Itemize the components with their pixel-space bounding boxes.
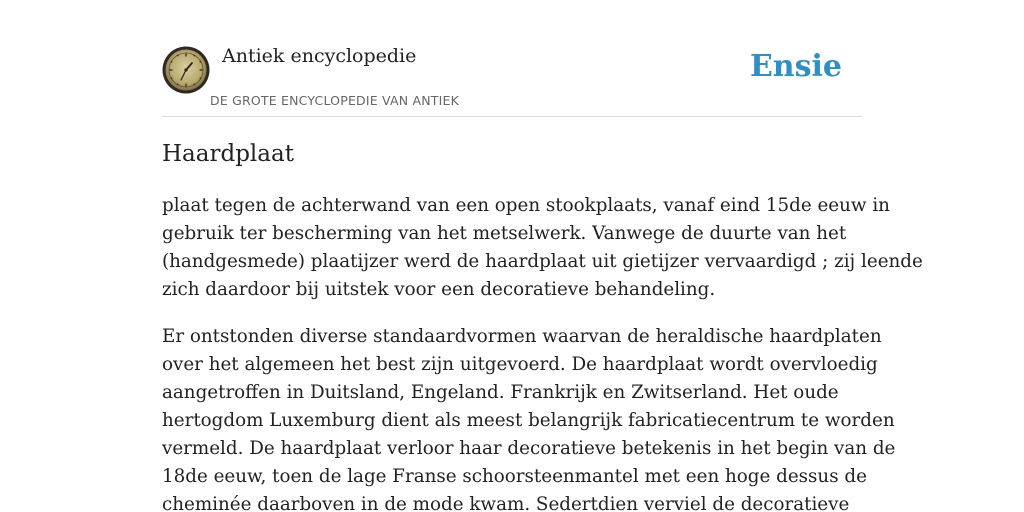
paragraph-line: 18de eeuw, toen de lage Franse schoorsteenmantel met een hoge dessus de: [162, 466, 867, 487]
paragraph-line: hertogdom Luxemburg dient als meest belangrijk fabricatiecentrum te worden: [162, 410, 895, 431]
paragraph-line: plaat tegen de achterwand van een open stookplaats, vanaf eind 15de eeuw in: [162, 195, 890, 216]
article: [162, 136, 923, 512]
article-paragraph: [162, 192, 923, 304]
page-title: Haardplaat: [162, 141, 294, 167]
site-subtitle: DE GROTE ENCYCLOPEDIE VAN ANTIEK: [210, 93, 459, 108]
antique-clock-icon[interactable]: [162, 46, 210, 94]
paragraph-line: Er ontstonden diverse standaardvormen waarvan de heraldische haardplaten: [162, 326, 882, 347]
paragraph-line: aangetroffen in Duitsland, Engeland. Frankrijk en Zwitserland. Het oude: [162, 382, 839, 403]
paragraph-line: (handgesmede) plaatijzer werd de haardplaat uit gietijzer vervaardigd ; zij leende: [162, 251, 923, 272]
article-paragraph: [162, 323, 896, 512]
paragraph-line: cheminée daarboven in de mode kwam. Sedertdien verviel de decoratieve: [162, 494, 850, 512]
site-header: [162, 44, 862, 117]
site-title[interactable]: Antiek encyclopedie: [222, 45, 417, 67]
paragraph-line: over het algemeen het best zijn uitgevoerd. De haardplaat wordt overvloedig: [162, 354, 878, 375]
paragraph-line: vermeld. De haardplaat verloor haar decoratieve betekenis in het begin van de: [162, 438, 896, 459]
ensie-brand-link[interactable]: Ensie: [749, 49, 842, 84]
paragraph-line: gebruik ter bescherming van het metselwerk. Vanwege de duurte van het: [162, 223, 847, 244]
paragraph-line: zich daardoor bij uitstek voor een decoratieve behandeling.: [162, 279, 716, 300]
